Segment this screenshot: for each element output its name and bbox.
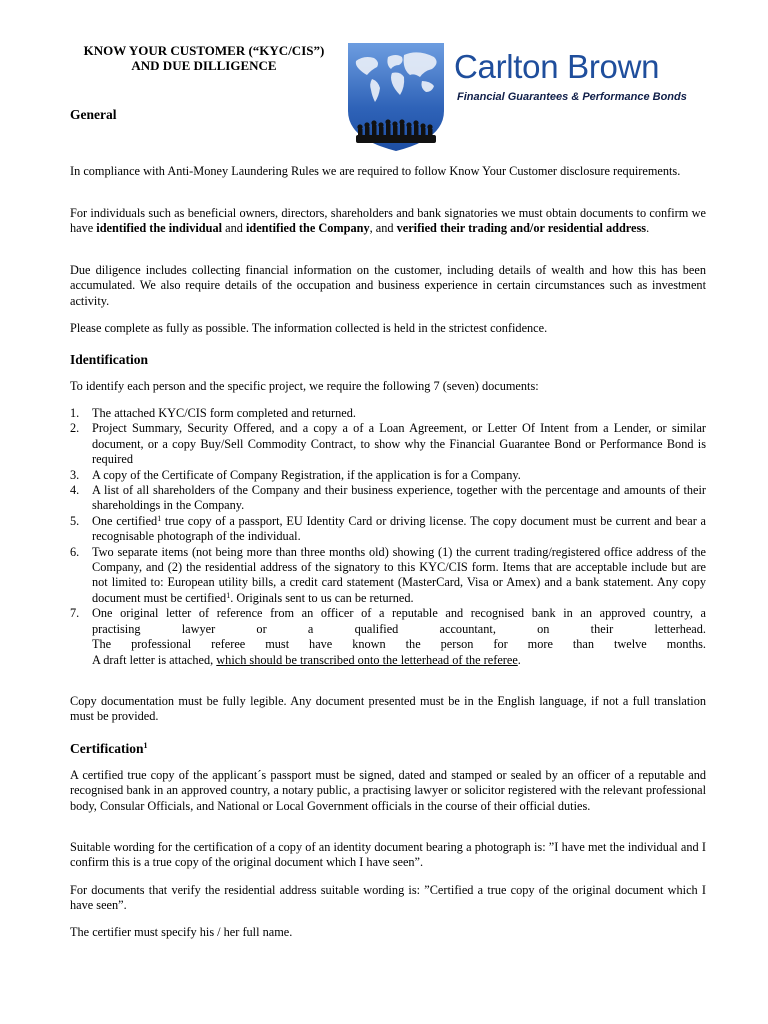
list-text: One original letter of reference from an officer of a reputable and recognised bank in an approved country, a xyxy=(92,606,706,621)
footnote-marker: 1 xyxy=(226,590,231,600)
list-text: A list of all shareholders of the Company and their business experience, together with the percentage and amounts of their shareholdings in the Company. xyxy=(92,483,706,513)
text-run: For individuals such as beneficial owners, directors, shareholders and bank signatories we must obtain documents to confirm we have xyxy=(70,206,706,236)
list-text: practising lawyer or a qualified accountant, on their letterhead. xyxy=(92,621,706,636)
list-item xyxy=(70,545,706,607)
company-logo xyxy=(346,43,712,151)
bold-verified-address: verified their trading and/or residential address xyxy=(396,221,647,236)
heading-text: Certification xyxy=(70,741,144,756)
footnote-marker: 1 xyxy=(157,513,162,523)
list-text: The attached KYC/CIS form completed and returned. xyxy=(92,406,356,420)
list-item xyxy=(70,468,706,483)
globe-shield-icon xyxy=(346,43,446,151)
logo-company-name: Carlton Brown xyxy=(454,48,660,85)
paragraph-certified-copy: A certified true copy of the applicant´s passport must be signed, dated and stamped or sealed by an officer of a reputable and recognised bank in an approved country, a notary public, a practising lawyer or solicitor registered with the relevant professional body, Consular Officials, and National or Local Government officials in the course of their official duties. xyxy=(70,768,706,813)
paragraph-identification-intro: To identify each person and the specific project, we require the following 7 (seven) documents: xyxy=(70,379,539,393)
list-number: 1. xyxy=(70,406,80,420)
list-number: 7. xyxy=(70,606,80,621)
heading-general: General xyxy=(70,107,117,122)
paragraph-individuals xyxy=(70,206,706,237)
paragraph-certifier-name: The certifier must specify his / her full name. xyxy=(70,925,293,939)
footnote-marker: 1 xyxy=(143,741,148,750)
logo-tagline: Financial Guarantees & Performance Bonds xyxy=(457,91,687,103)
list-number: 5. xyxy=(70,513,80,528)
text-run: and xyxy=(222,221,246,236)
list-item xyxy=(70,406,706,421)
list-number: 3. xyxy=(70,467,80,482)
list-item xyxy=(70,606,706,668)
list-number: 2. xyxy=(70,421,80,436)
text-run: . xyxy=(646,221,650,236)
list-text: true copy of a passport, EU Identity Card or driving license. The copy document must be current and bear a recognisable photograph of the individual. xyxy=(92,513,707,544)
paragraph-compliance: In compliance with Anti-Money Laundering Rules we are required to follow Know Your Customer disclosure requirements. xyxy=(70,164,681,178)
list-text: . xyxy=(517,652,521,667)
bold-identified-company: identified the Company xyxy=(245,221,370,236)
list-text: Two separate items (not being more than three months old) showing (1) the current trading/registered office address of the Company, and (2) the residential address of the signatory to this KYC/CIS form. Items that are acceptable include but are not limited to: European utility bills, a credit card statement (MasterCard, Visa or Amex) and a bank statement. Any copy document must be certified xyxy=(92,544,706,605)
bold-identified-individual: identified the individual xyxy=(96,221,223,236)
paragraph-due-diligence: Due diligence includes collecting financial information on the customer, including details of wealth and how this has been accumulated. We also require details of the occupation and business experience in certain circumstances such as investment activity. xyxy=(70,263,706,308)
heading-certification xyxy=(70,741,147,757)
required-documents-list xyxy=(70,406,706,668)
list-item xyxy=(70,421,706,467)
list-text: The professional referee must have known the person for more than twelve months. xyxy=(92,637,706,652)
title-line-1: KNOW YOUR CUSTOMER (“KYC/CIS”) xyxy=(83,43,325,58)
list-item xyxy=(70,514,706,545)
title-line-2: AND DUE DILLIGENCE xyxy=(131,58,277,73)
list-text-last-line xyxy=(92,653,706,668)
heading-identification: Identification xyxy=(70,352,149,367)
text-run: , and xyxy=(369,221,397,236)
list-number: 6. xyxy=(70,544,80,559)
paragraph-wording-photo: Suitable wording for the certification of a copy of an identity document bearing a photograph is: ”I have met the individual and I confirm this is a true copy of the original document which I have seen”. xyxy=(70,840,706,870)
list-text: A copy of the Certificate of Company Registration, if the application is for a Company. xyxy=(92,467,521,482)
paragraph-legibility: Copy documentation must be fully legible. Any document presented must be in the English language, if not a full translation must be provided. xyxy=(70,694,706,724)
document-title xyxy=(70,43,338,73)
underlined-instruction: which should be transcribed onto the letterhead of the referee xyxy=(216,652,518,667)
list-text: . Originals sent to us can be returned. xyxy=(230,590,414,605)
list-item xyxy=(70,483,706,514)
list-number: 4. xyxy=(70,483,80,498)
list-text: A draft letter is attached, xyxy=(92,652,217,667)
list-text: One certified xyxy=(92,513,158,528)
paragraph-complete: Please complete as fully as possible. The information collected is held in the strictest confidence. xyxy=(70,321,548,335)
paragraph-wording-address: For documents that verify the residential address suitable wording is: ”Certified a true copy of the original document which I have seen”. xyxy=(70,883,706,913)
list-text: Project Summary, Security Offered, and a copy a of a Loan Agreement, or Letter Of Intent from a Lender, or similar document, or a copy Buy/Sell Commodity Contract, to show why the Financial Guarantee Bond or Performance Bond is required xyxy=(92,421,706,467)
